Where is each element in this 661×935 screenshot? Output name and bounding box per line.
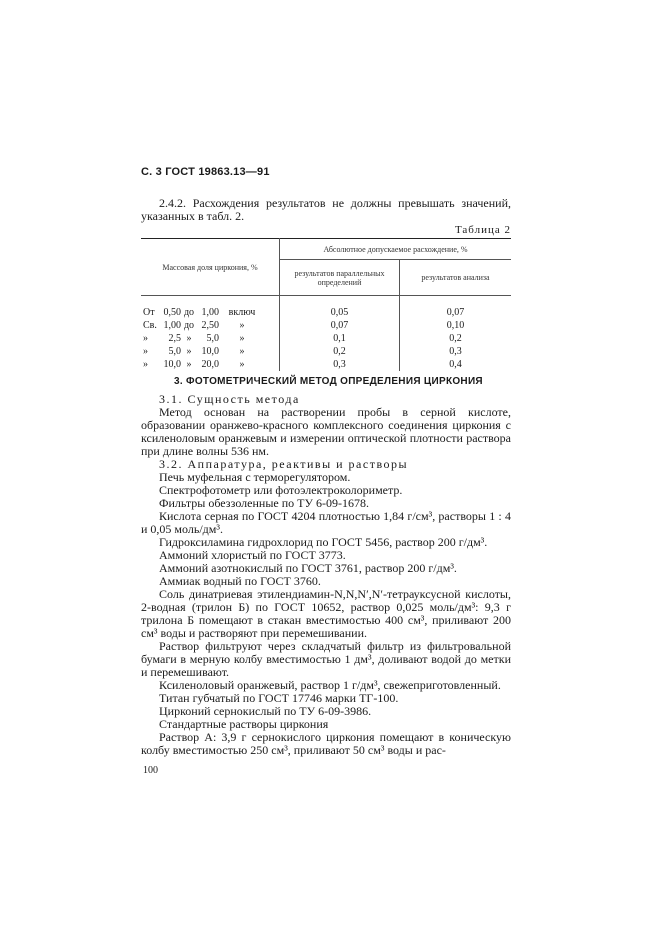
- paragraph: Фильтры обеззоленные по ТУ 6-09-1678.: [159, 496, 369, 510]
- analysis-value: 0,07: [446, 307, 465, 318]
- col1-header: Массовая доля циркония, %: [141, 239, 280, 296]
- subsection-title: 3.2. Аппаратура, реактивы и растворы: [159, 457, 409, 471]
- intro-text: 2.4.2. Расхождения результатов не должны превышать значений, указанных в табл. 2.: [141, 196, 511, 223]
- col3-header: результатов анализа: [400, 260, 512, 296]
- section-3-body: [141, 393, 511, 757]
- intro-paragraph: [141, 197, 511, 223]
- table-row: От 0,50 до 1,00 включ 0,05 0,07: [141, 306, 511, 319]
- paragraph: Аммоний хлористый по ГОСТ 3773.: [159, 548, 346, 562]
- page-header: С. 3 ГОСТ 19863.13—91: [141, 166, 270, 178]
- parallel-value: 0,2: [280, 345, 400, 358]
- paragraph: Титан губчатый по ГОСТ 17746 марки ТГ-100.: [159, 691, 399, 705]
- analysis-value: 0,4: [449, 359, 462, 370]
- group-header: Абсолютное допускаемое расхождение, %: [280, 239, 512, 260]
- page-number: 100: [143, 765, 158, 776]
- paragraph: Аммиак водный по ГОСТ 3760.: [159, 574, 321, 588]
- parallel-value: 0,05: [280, 306, 400, 319]
- paragraph: Раствор А: 3,9 г сернокислого циркония помещают в коническую колбу вместимостью 250 см³, приливают 50 см³ воды и рас-: [141, 730, 511, 757]
- paragraph: Раствор фильтруют через складчатый фильтр из фильтровальной бумаги в мерную колбу вместимостью 1 дм³, доливают водой до метки и перемешивают.: [141, 639, 511, 679]
- table-row: Св. 1,00 до 2,50 » 0,07 0,10: [141, 319, 511, 332]
- deviation-table: [141, 238, 511, 371]
- paragraph: Соль динатриевая этилендиамин-N,N,N′,N′-тетрауксусной кислоты, 2-водная (трилон Б) по ГОСТ 10652, раствор 0,025 моль/дм³: 9,3 г трилона Б помещают в стакан вместимостью 400 см³, приливают 200 см³ воды и растворяют при перемешивании.: [141, 587, 511, 640]
- paragraph: Печь муфельная с терморегулятором.: [159, 470, 351, 484]
- col2-header: результатов параллельных определений: [280, 260, 400, 296]
- paragraph: Стандартные растворы циркония: [159, 717, 329, 731]
- paragraph: Аммоний азотнокислый по ГОСТ 3761, раствор 200 г/дм³.: [159, 561, 457, 575]
- parallel-value: 0,1: [280, 332, 400, 345]
- paragraph: Ксиленоловый оранжевый, раствор 1 г/дм³, свежеприготовленный.: [159, 678, 501, 692]
- parallel-value: 0,3: [280, 358, 400, 371]
- paragraph: Цирконий сернокислый по ТУ 6-09-3986.: [159, 704, 372, 718]
- analysis-value: 0,2: [449, 333, 462, 344]
- table-row: » 10,0 » 20,0 » 0,3 0,4: [141, 358, 511, 371]
- parallel-value: 0,07: [280, 319, 400, 332]
- paragraph: Спектрофотометр или фотоэлектроколориметр.: [159, 483, 403, 497]
- paragraph: Гидроксиламина гидрохлорид по ГОСТ 5456, раствор 200 г/дм³.: [159, 535, 488, 549]
- paragraph: Метод основан на растворении пробы в серной кислоте, образовании оранжево-красного комплексного соединения циркония с ксиленоловым оранжевым и измерении оптической плотности раствора при длине волны 536 нм.: [141, 405, 511, 458]
- table-row: » 5,0 » 10,0 » 0,2 0,3: [141, 345, 511, 358]
- paragraph: Кислота серная по ГОСТ 4204 плотностью 1,84 г/см³, растворы 1 : 4 и 0,05 моль/дм³.: [141, 509, 511, 536]
- table-caption: Таблица 2: [454, 224, 511, 236]
- section-heading: 3. ФОТОМЕТРИЧЕСКИЙ МЕТОД ОПРЕДЕЛЕНИЯ ЦИРКОНИЯ: [174, 376, 483, 387]
- table-row: » 2,5 » 5,0 » 0,1 0,2: [141, 332, 511, 345]
- subsection-title: 3.1. Сущность метода: [159, 392, 300, 406]
- analysis-value: 0,3: [449, 346, 462, 357]
- analysis-value: 0,10: [446, 320, 465, 331]
